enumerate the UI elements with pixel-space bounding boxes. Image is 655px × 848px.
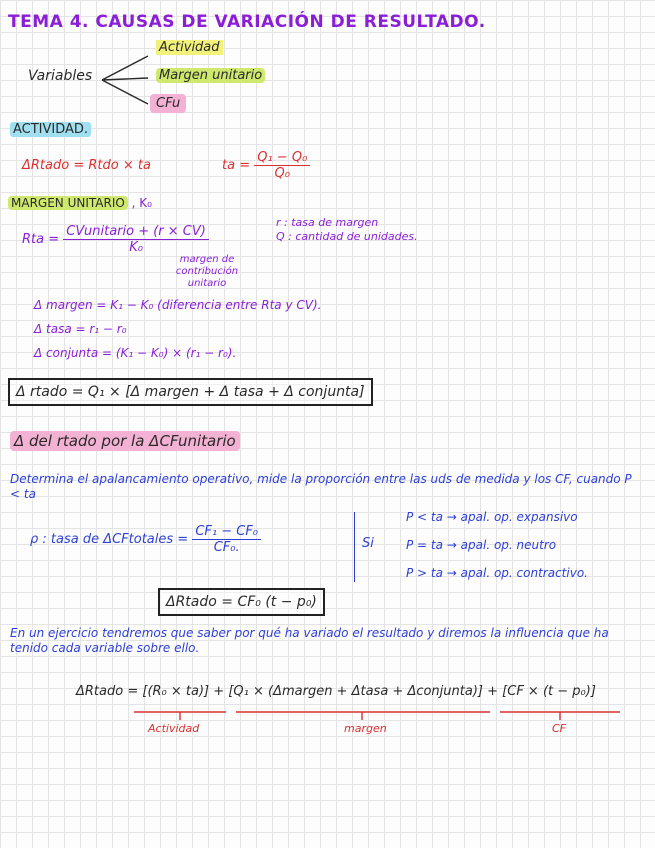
cf-description: Determina el apalancamiento operativo, mide la proporción entre las uds de medida y los CF, cuando P < ta [10, 472, 632, 501]
delta-conjunta: Δ conjunta = (K₁ − K₀) × (r₁ − r₀). [34, 346, 237, 360]
label-cf: CF [552, 722, 567, 735]
ta-numerator: Q₁ − Q₀ [254, 150, 310, 166]
rta-fraction [63, 224, 209, 255]
case-expansivo: P < ta → apal. op. expansivo [406, 510, 578, 524]
rho-numerator: CF₁ − CF₀ [192, 524, 261, 540]
margen-heading-row [8, 196, 152, 210]
ta-lhs: ta = [222, 158, 251, 173]
def-q: Q : cantidad de unidades. [276, 230, 418, 243]
margen-heading: MARGEN UNITARIO [8, 196, 128, 210]
ta-fraction [254, 150, 310, 181]
plus-1: + [213, 684, 225, 699]
variables-label: Variables [28, 68, 93, 84]
case-neutro: P = ta → apal. op. neutro [406, 538, 557, 552]
rho-formula [30, 524, 261, 555]
delta-rtado-boxed-formula: Δ rtado = Q₁ × [Δ margen + Δ tasa + Δ conjunta] [8, 378, 373, 406]
exercise-formula [76, 684, 596, 699]
si-label: Si [362, 536, 374, 551]
delta-margen: Δ margen = K₁ − K₀ (diferencia entre Rta y CV). [34, 298, 322, 312]
rho-denominator: CF₀. [213, 540, 240, 555]
term-actividad: [(R₀ × ta)] [142, 684, 210, 699]
label-actividad: Actividad [148, 722, 200, 735]
page-title: TEMA 4. CAUSAS DE VARIACIÓN DE RESULTADO. [8, 12, 486, 32]
delta-tasa: Δ tasa = r₁ − r₀ [34, 322, 127, 336]
rta-lhs: Rta = [22, 232, 60, 247]
variable-item-cfu: CFu [150, 96, 186, 111]
cf-heading: Δ del rtado por la ΔCFunitario [10, 432, 240, 450]
variables-branch-lines [96, 48, 156, 114]
rta-denominator: K₀ [129, 240, 143, 255]
case-contractivo: P > ta → apal. op. contractivo. [406, 566, 588, 580]
term-cf: [CF × (t − p₀)] [502, 684, 596, 699]
actividad-formula: ΔRtado = Rtdo × ta [22, 158, 151, 173]
margen-symbol: , K₀ [131, 196, 152, 210]
exercise-lhs: ΔRtado = [76, 684, 139, 699]
rho-lhs: ρ : tasa de ΔCFtotales = [30, 532, 189, 547]
rta-formula [22, 224, 209, 255]
variable-item-margen: Margen unitario [156, 68, 265, 83]
cf-boxed-formula: ΔRtado = CF₀ (t − p₀) [158, 588, 325, 616]
actividad-heading: ACTIVIDAD. [10, 122, 91, 137]
term-margen: [Q₁ × (Δmargen + Δtasa + Δconjunta)] [228, 684, 483, 699]
margen-note: margen de contribución unitario [175, 254, 239, 289]
rta-numerator: CVunitario + (r × CV) [63, 224, 209, 240]
label-margen: margen [344, 722, 387, 735]
def-r: r : tasa de margen [276, 216, 379, 229]
variable-item-actividad: Actividad [156, 40, 223, 55]
ta-formula [222, 150, 310, 181]
cases-brace [354, 512, 355, 582]
plus-2: + [487, 684, 499, 699]
ta-denominator: Q₀ [274, 166, 290, 181]
exercise-text: En un ejercicio tendremos que saber por qué ha variado el resultado y diremos la influencia que ha tenido cada variable sobre ello. [10, 626, 609, 655]
rho-fraction [192, 524, 261, 555]
